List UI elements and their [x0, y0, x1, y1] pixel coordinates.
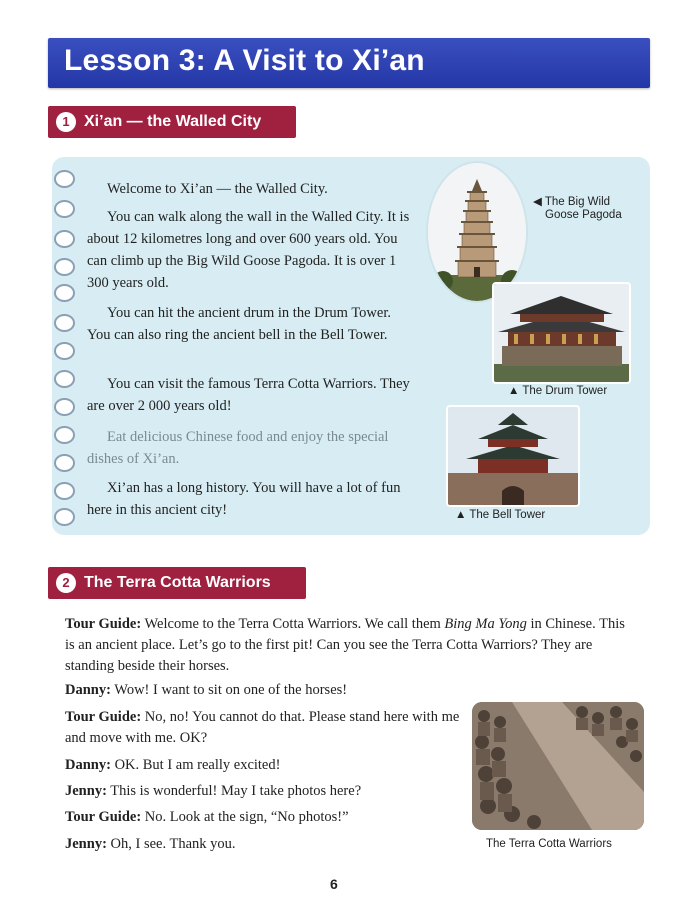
- terra-cotta-image: [472, 702, 644, 830]
- dialogue-text: Welcome to the Terra Cotta Warriors. We call them: [141, 616, 445, 632]
- notebook-rings: [54, 168, 78, 528]
- pagoda-photo: [428, 163, 526, 301]
- dialogue-line-6: [65, 807, 349, 828]
- dialogue-text: No. Look at the sign, “No photos!”: [141, 809, 349, 825]
- ring-icon: [54, 398, 75, 416]
- ring-icon: [54, 342, 75, 360]
- dialogue-text: Oh, I see. Thank you.: [106, 836, 236, 852]
- ring-icon: [54, 454, 75, 472]
- dialogue-italic-term: Bing Ma Yong: [444, 616, 527, 632]
- dialogue-line-5: [65, 781, 361, 802]
- paragraph-history: Xi’an has a long history. You will have a lot of fun here in this ancient city!: [87, 480, 401, 518]
- dialogue-text: Wow! I want to sit on one of the horses!: [110, 682, 348, 698]
- speaker-label: Jenny:: [65, 783, 107, 799]
- drum-tower-caption: ▲ The Drum Tower: [508, 385, 608, 397]
- ring-icon: [54, 426, 75, 444]
- paragraph-warriors: You can visit the famous Terra Cotta Warriors. They are over 2 000 years old!: [87, 376, 410, 414]
- ring-icon: [54, 370, 75, 388]
- pagoda-caption-line1: ◀ The Big Wild: [533, 196, 611, 208]
- dialogue-text: This is wonderful! May I take photos here?: [106, 783, 362, 799]
- bell-tower-photo: [446, 405, 580, 507]
- ring-icon: [54, 258, 75, 276]
- ring-icon: [54, 170, 75, 188]
- dialogue-text: OK. But I am really excited!: [110, 757, 281, 773]
- paragraph-welcome: Welcome to Xi’an — the Walled City.: [107, 181, 328, 197]
- speaker-label: Tour Guide:: [65, 709, 142, 725]
- dialogue-line-2: [65, 680, 347, 701]
- bell-tower-caption: ▲ The Bell Tower: [455, 509, 546, 521]
- section-1-title: Xi’an — the Walled City: [84, 113, 262, 130]
- ring-icon: [54, 200, 75, 218]
- ring-icon: [54, 508, 75, 526]
- ring-icon: [54, 230, 75, 248]
- ring-icon: [54, 482, 75, 500]
- bell-tower-image: [448, 407, 578, 505]
- speaker-label: Jenny:: [65, 836, 107, 852]
- terra-cotta-photo: [472, 702, 644, 830]
- lesson-title-bar: [48, 38, 650, 88]
- ring-icon: [54, 314, 75, 332]
- dialogue-line-1: [65, 614, 625, 677]
- terra-cotta-caption: The Terra Cotta Warriors: [486, 838, 612, 850]
- paragraph-drum: You can hit the ancient drum in the Drum Tower. You can also ring the ancient bell in the Bell Tower.: [87, 305, 391, 343]
- section-2-title: The Terra Cotta Warriors: [84, 574, 271, 591]
- speaker-label: Danny:: [65, 757, 111, 773]
- pagoda-caption-line2: Goose Pagoda: [545, 209, 622, 221]
- pagoda-image: [428, 163, 526, 301]
- paragraph-wall: You can walk along the wall in the Walled City. It is about 12 kilometres long and over 600 years old. You can climb up the Big Wild Goose Pagoda. It is over 1 300 years old.: [87, 209, 410, 291]
- dialogue-line-4: [65, 755, 280, 776]
- page-number: 6: [330, 876, 338, 892]
- speaker-label: Danny:: [65, 682, 111, 698]
- dialogue-line-7: [65, 834, 236, 855]
- speaker-label: Tour Guide:: [65, 616, 142, 632]
- dialogue-text: No, no! You cannot do that. Please stand here with me and move with me. OK?: [65, 709, 460, 746]
- drum-tower-photo: [492, 282, 631, 384]
- section-2-header: [48, 567, 306, 599]
- drum-tower-image: [494, 284, 629, 382]
- section-2-number: 2: [56, 573, 76, 593]
- paragraph-food: Eat delicious Chinese food and enjoy the special dishes of Xi’an.: [87, 429, 389, 467]
- ring-icon: [54, 284, 75, 302]
- lesson-title: Lesson 3: A Visit to Xi’an: [64, 44, 425, 77]
- dialogue-text: in Chinese. This is an ancient place. Let’s go to the first pit! Can you see the Terra Cotta Warriors? They are standing beside their horses.: [65, 616, 625, 674]
- section-1-header: [48, 106, 296, 138]
- dialogue-line-3: [65, 707, 460, 749]
- section-1-number: 1: [56, 112, 76, 132]
- speaker-label: Tour Guide:: [65, 809, 142, 825]
